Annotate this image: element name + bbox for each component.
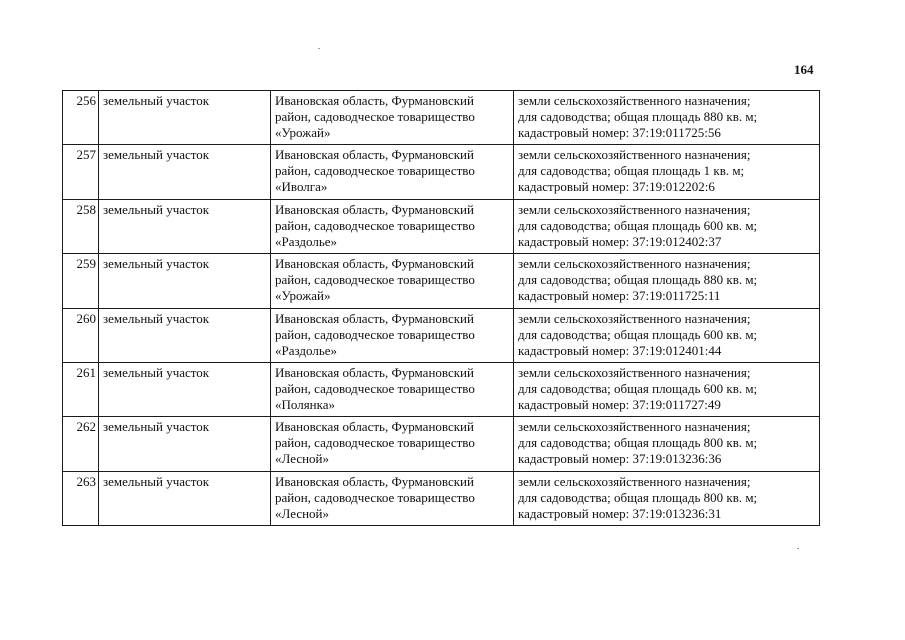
row-number-cell: 256 bbox=[63, 91, 99, 145]
table-row bbox=[63, 254, 820, 308]
row-number-cell: 257 bbox=[63, 145, 99, 199]
address-cell bbox=[271, 308, 514, 362]
description-line: кадастровый номер: 37:19:012202:6 bbox=[518, 179, 715, 195]
address-line: «Иволга» bbox=[275, 179, 328, 195]
description-line: для садоводства; общая площадь 880 кв. м; bbox=[518, 272, 758, 288]
property-table bbox=[62, 90, 820, 526]
table-row bbox=[63, 145, 820, 199]
row-number-cell: 258 bbox=[63, 199, 99, 253]
address-line: Ивановская область, Фурмановский bbox=[275, 201, 474, 217]
table-row bbox=[63, 308, 820, 362]
description-line: кадастровый номер: 37:19:013236:36 bbox=[518, 451, 722, 467]
description-line: для садоводства; общая площадь 600 кв. м; bbox=[518, 217, 758, 233]
address-line: район, садоводческое товарищество bbox=[275, 489, 475, 505]
description-cell bbox=[514, 308, 820, 362]
address-line: «Полянка» bbox=[275, 396, 336, 412]
address-line: «Урожай» bbox=[275, 125, 331, 140]
address-cell bbox=[271, 145, 514, 199]
address-line: Ивановская область, Фурмановский bbox=[275, 93, 474, 108]
address-line: Ивановская область, Фурмановский bbox=[275, 364, 474, 380]
address-line: район, садоводческое товарищество bbox=[275, 272, 475, 288]
description-line: земли сельскохозяйственного назначения; bbox=[518, 93, 751, 108]
table-body bbox=[63, 91, 820, 526]
table-row bbox=[63, 91, 820, 145]
description-cell bbox=[514, 91, 820, 145]
description-line: кадастровый номер: 37:19:012401:44 bbox=[518, 342, 722, 358]
address-line: Ивановская область, Фурмановский bbox=[275, 256, 474, 272]
page-number: 164 bbox=[794, 62, 814, 77]
object-type-cell: земельный участок bbox=[99, 417, 271, 471]
description-line: земли сельскохозяйственного назначения; bbox=[518, 256, 751, 272]
address-line: «Лесной» bbox=[275, 451, 330, 467]
description-line: земли сельскохозяйственного назначения; bbox=[518, 364, 751, 380]
address-cell bbox=[271, 91, 514, 145]
description-line: кадастровый номер: 37:19:011727:49 bbox=[518, 396, 721, 412]
address-line: «Раздолье» bbox=[275, 233, 338, 249]
address-line: район, садоводческое товарищество bbox=[275, 380, 475, 396]
description-line: для садоводства; общая площадь 600 кв. м; bbox=[518, 326, 758, 342]
object-type-cell: земельный участок bbox=[99, 91, 271, 145]
address-cell bbox=[271, 471, 514, 525]
row-number-cell: 263 bbox=[63, 471, 99, 525]
description-line: земли сельскохозяйственного назначения; bbox=[518, 147, 751, 163]
description-line: для садоводства; общая площадь 600 кв. м; bbox=[518, 380, 758, 396]
address-line: район, садоводческое товарищество bbox=[275, 109, 475, 124]
address-line: Ивановская область, Фурмановский bbox=[275, 473, 474, 489]
description-cell bbox=[514, 417, 820, 471]
address-line: район, садоводческое товарищество bbox=[275, 163, 475, 179]
description-line: для садоводства; общая площадь 880 кв. м; bbox=[518, 109, 758, 124]
address-line: район, садоводческое товарищество bbox=[275, 217, 475, 233]
description-line: кадастровый номер: 37:19:013236:31 bbox=[518, 505, 722, 521]
description-line: для садоводства; общая площадь 800 кв. м; bbox=[518, 435, 758, 451]
address-cell bbox=[271, 362, 514, 416]
object-type-cell: земельный участок bbox=[99, 308, 271, 362]
description-cell bbox=[514, 362, 820, 416]
table-row bbox=[63, 362, 820, 416]
scan-speck bbox=[318, 48, 320, 49]
description-line: для садоводства; общая площадь 800 кв. м; bbox=[518, 489, 758, 505]
row-number-cell: 262 bbox=[63, 417, 99, 471]
address-line: район, садоводческое товарищество bbox=[275, 326, 475, 342]
scan-speck bbox=[797, 548, 799, 549]
table-row bbox=[63, 199, 820, 253]
description-line: кадастровый номер: 37:19:012402:37 bbox=[518, 233, 722, 249]
description-line: для садоводства; общая площадь 1 кв. м; bbox=[518, 163, 745, 179]
address-line: «Раздолье» bbox=[275, 342, 338, 358]
table-row bbox=[63, 417, 820, 471]
object-type-cell: земельный участок bbox=[99, 145, 271, 199]
address-line: район, садоводческое товарищество bbox=[275, 435, 475, 451]
object-type-cell: земельный участок bbox=[99, 254, 271, 308]
description-cell bbox=[514, 471, 820, 525]
description-line: кадастровый номер: 37:19:011725:56 bbox=[518, 125, 721, 140]
row-number-cell: 261 bbox=[63, 362, 99, 416]
description-line: земли сельскохозяйственного назначения; bbox=[518, 473, 751, 489]
description-line: земли сельскохозяйственного назначения; bbox=[518, 201, 751, 217]
address-line: «Лесной» bbox=[275, 505, 330, 521]
address-cell bbox=[271, 417, 514, 471]
description-cell bbox=[514, 254, 820, 308]
object-type-cell: земельный участок bbox=[99, 471, 271, 525]
description-cell bbox=[514, 145, 820, 199]
row-number-cell: 259 bbox=[63, 254, 99, 308]
description-line: земли сельскохозяйственного назначения; bbox=[518, 310, 751, 326]
address-cell bbox=[271, 199, 514, 253]
address-cell bbox=[271, 254, 514, 308]
description-line: кадастровый номер: 37:19:011725:11 bbox=[518, 288, 721, 304]
row-number-cell: 260 bbox=[63, 308, 99, 362]
object-type-cell: земельный участок bbox=[99, 362, 271, 416]
description-cell bbox=[514, 199, 820, 253]
address-line: Ивановская область, Фурмановский bbox=[275, 419, 474, 435]
address-line: «Урожай» bbox=[275, 288, 331, 304]
address-line: Ивановская область, Фурмановский bbox=[275, 147, 474, 163]
address-line: Ивановская область, Фурмановский bbox=[275, 310, 474, 326]
table-row bbox=[63, 471, 820, 525]
description-line: земли сельскохозяйственного назначения; bbox=[518, 419, 751, 435]
object-type-cell: земельный участок bbox=[99, 199, 271, 253]
